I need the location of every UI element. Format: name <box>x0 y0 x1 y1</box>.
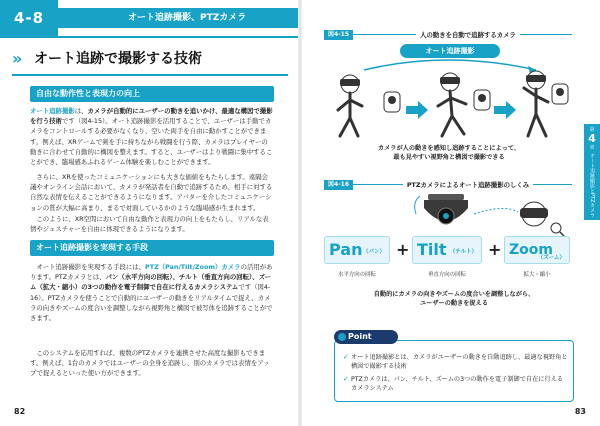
figure-2-header <box>324 180 572 190</box>
tilt-big-label: Tilt <box>417 240 447 259</box>
section-heading-1: 自由な動作性と表現力の向上 <box>30 86 274 102</box>
point-summary-box <box>334 340 574 402</box>
pan-label-box <box>324 236 390 264</box>
tracking-arc-arrow <box>364 60 536 70</box>
camera-figure-2 <box>474 90 490 110</box>
paragraph-5 <box>30 348 274 379</box>
person-figure-3 <box>524 71 548 136</box>
pan-big-label: Pan <box>329 240 363 259</box>
zoom-magnifier-icon <box>551 223 564 236</box>
figure-2-illustration <box>324 194 572 324</box>
page-number-right: 83 <box>574 407 586 416</box>
zoom-label-box <box>504 236 570 264</box>
figure-1-note-line-2: 最も見やすい視野角と構図で撮影できる <box>393 154 505 161</box>
tracking-sequence-illustration <box>324 44 572 144</box>
pan-small-label: （パン） <box>362 249 385 255</box>
tilt-arrow-icon <box>415 196 420 214</box>
paragraph-3-text: このように、XR空間において自由な動作と表現力の向上をもたらし、リアルな表情やジェスチャーを自由に体現できるようになります。 <box>30 215 269 234</box>
plus-icon: + <box>488 240 502 259</box>
tilt-description: 垂直方向の回転 <box>428 272 466 278</box>
person-figure-2 <box>438 73 466 136</box>
pan-description: 水平方向の回転 <box>338 272 376 278</box>
zoom-small-label: （ズーム） <box>537 255 565 261</box>
paragraph-4-mid: の活用があります。PTZカメラとは、 <box>30 263 273 282</box>
section-heading-2: オート追跡撮影を実現する手段 <box>30 240 274 256</box>
page-title: オート追跡で撮影する技術 <box>34 51 202 67</box>
paragraph-1-highlight: オート追跡撮影 <box>30 107 75 115</box>
person-figure-1 <box>338 75 362 136</box>
paragraph-4 <box>30 262 274 323</box>
header-bar <box>58 8 300 28</box>
paragraph-4-highlight: PTZ（Pan/Tilt/Zoom）カメラ <box>145 263 241 271</box>
camera-figure-3 <box>552 84 568 104</box>
title-underline <box>12 74 288 76</box>
paragraph-3 <box>30 214 274 234</box>
header-title: オート追跡撮影、PTZカメラ <box>128 13 247 23</box>
point-item-1 <box>343 353 569 371</box>
point-item-2 <box>343 375 569 393</box>
paragraph-4-pre: オート追跡撮影を実現する手段には、 <box>36 263 146 271</box>
ptz-labels-row <box>324 236 572 266</box>
chapter-side-tab <box>584 124 600 220</box>
ptz-camera-icon <box>424 194 468 224</box>
user-with-headset-icon <box>520 202 548 226</box>
point-badge <box>334 330 398 344</box>
check-icon: ✓ <box>343 353 349 361</box>
chapter-label: 第 <box>589 127 595 133</box>
page-number-left: 82 <box>14 407 26 416</box>
zoom-description: 拡大・縮小 <box>523 272 551 278</box>
figure-1-tag: 図4-15 <box>324 30 353 40</box>
progress-arrow-1-icon <box>406 101 428 119</box>
chapter-section-tab: 4-8 <box>0 0 58 36</box>
figure-1-note <box>344 144 554 162</box>
paragraph-1-rest: です（図4-15）。オート追跡撮影を活用することで、ユーザーは手動でカメラをコントロールする必要がなくなり、空いた両手を自由に動かすことができます。例えば、XRゲームで剣を手に持ちながら戦闘を行う際、カメラはプレイヤーの動きに合わせて自動的に構図を整えます。すると、ユーザーはより戦闘に集中することができ、臨場感あふれるゲーム体験を楽しむことができます。 <box>30 117 273 167</box>
auto-tracking-pill: オート追跡撮影 <box>400 44 500 58</box>
header-rule <box>0 36 300 38</box>
figure-1-caption <box>364 30 572 40</box>
paragraph-1 <box>30 106 274 167</box>
paragraph-2-text: さらに、XRを使ったコミュニケーションにも大きな価値をもたらします。遠隔会議やオンライン会話において、カメラが発話者を自動で追跡するため、相手に対する自然な表情を伝えることができるようになります。アバターを介したコミュニケーションの質が大幅に高まり、まるで対面しているかのような臨場感が生まれます。 <box>30 173 273 212</box>
paragraph-1-mid: は、 <box>74 107 88 115</box>
paragraph-2 <box>30 172 274 213</box>
figure-1-header <box>324 30 572 40</box>
main-title-block <box>12 46 292 72</box>
double-chevron-icon: » <box>12 49 23 68</box>
plus-icon: + <box>396 240 410 259</box>
figure-2-note-line-1: 自動的にカメラの向きやズームの度合いを調整しながら、 <box>373 291 535 298</box>
tilt-label-box <box>412 236 482 264</box>
point-item-2-text: PTZカメラは、パン、チルト、ズームの3つの動作を電子制御で自在に行えるカメラシステム <box>351 376 564 392</box>
right-page <box>300 0 600 426</box>
figure-2-note <box>344 290 564 308</box>
figure-2-caption <box>364 180 572 190</box>
paragraph-4-bold: パン（水平方向の回転）、チルト（垂直方向の回転）、ズーム（拡大・縮小）の3つの動作を電子制御で自在に行えるカメラシステム <box>30 273 272 292</box>
figure-2-note-line-2: ユーザーの動きを捉える <box>419 300 489 307</box>
progress-arrow-2-icon <box>494 101 516 119</box>
figure-1-note-line-1: カメラが人の動きを感知し追跡することによって、 <box>377 145 521 152</box>
check-icon: ✓ <box>343 375 349 383</box>
chapter-unit: 章 <box>589 145 595 151</box>
paragraph-4-rest: です（図4-16）。PTZカメラを使うことで自動的にユーザーの動きをリアルタイムで捉え、カメラの向きやズームの度合いを調整しながら視野角と構図で被写体を追跡することができます。 <box>30 283 273 323</box>
paragraph-1-bold: カメラが自動的にユーザーの動きを追いかけ、最適な構図で撮影を行う技術 <box>30 107 273 126</box>
figure-2-tag: 図4-16 <box>324 180 353 190</box>
point-dot-icon <box>338 333 346 341</box>
chapter-side-text: オート追跡撮影とPTZカメラ <box>589 153 595 218</box>
zoom-big-label: Zoom <box>509 242 553 258</box>
chapter-number: 4 <box>588 132 596 145</box>
tracking-line-icon <box>474 208 518 214</box>
figure-1-caption-text: 人の動きを自動で追跡するカメラ <box>416 31 520 39</box>
paragraph-5-text: このシステムを応用すれば、複数のPTZカメラを連携させた高度な撮影もできます。例えば、1台のカメラではユーザーの全身を追跡し、別のカメラでは表情をアップで捉えるといった使い方ができます。 <box>30 349 270 378</box>
page-header <box>0 0 300 36</box>
point-item-1-text: オート追跡撮影とは、カメラがユーザーの動きを自動追跡し、最適な視野角と構図で撮影する技術 <box>351 354 568 370</box>
point-badge-label: Point <box>348 332 372 341</box>
figure-2-caption-text: PTZカメラによるオート追跡撮影のしくみ <box>403 181 533 189</box>
tilt-small-label: （チルト） <box>449 249 477 255</box>
ptz-camera-illustration <box>324 194 572 238</box>
figure-1-illustration <box>324 44 572 164</box>
camera-figure-1 <box>384 92 400 112</box>
